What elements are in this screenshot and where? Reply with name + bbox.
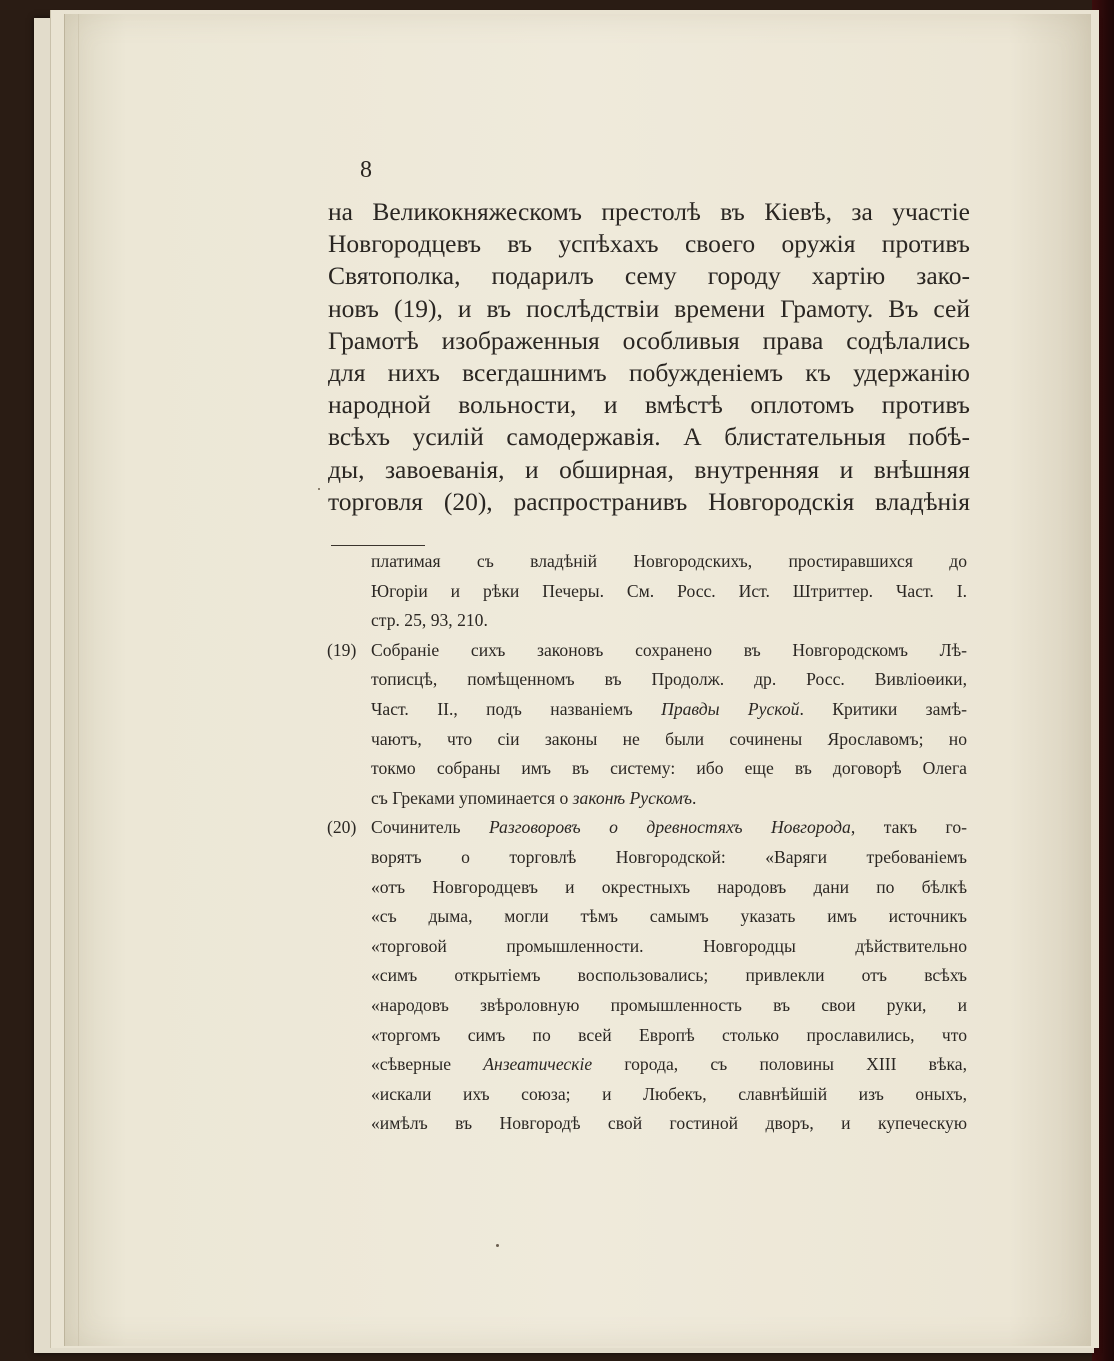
footnote-text: Югоріи и рѣки Печеры. См. Росс. Ист. Штриттер. Част. I. [371, 580, 967, 601]
main-text-block [328, 196, 970, 518]
footnote-text: . Критики замѣ- [799, 698, 967, 719]
footnote-20-line [327, 1109, 967, 1139]
footnote-rule [331, 545, 425, 546]
footnote-line [327, 577, 967, 607]
italic-term: Анзеатическіе [483, 1054, 593, 1075]
main-text-line: Грамотѣ изображенныя особливыя права содѣлались [328, 325, 970, 355]
footnote-20-line [327, 1080, 967, 1110]
footnote-19-line [327, 636, 967, 666]
footnote-text: «имѣлъ въ Новгородѣ свой гостиной дворъ, и купеческую [371, 1113, 967, 1134]
footnote-text: тописцѣ, помѣщенномъ въ Продолж. др. Росс. Вивліоѳики, [371, 669, 967, 690]
footnote-19-line [327, 725, 967, 755]
footnote-19-line [327, 695, 967, 725]
footnote-text: «симъ открытіемъ воспользовались; привлекли отъ всѣхъ [371, 965, 967, 986]
italic-term: законѣ Рускомъ [572, 787, 692, 808]
footnote-text: «торговой промышленности. Новгородцы дѣйствительно [371, 935, 967, 956]
page-number: 8 [360, 157, 372, 183]
footnote-text: Сочинитель [371, 817, 489, 838]
main-text-line: всѣхъ усилій самодержавія. А блистательныя побѣ- [328, 422, 970, 452]
footnote-20-line [327, 843, 967, 873]
main-text-line: торговля (20), распространивъ Новгородскія владѣнія [328, 486, 970, 516]
page-fold-line [78, 14, 79, 1346]
footnote-text: платимая съ владѣній Новгородскихъ, простиравшихся до [371, 551, 967, 571]
footnote-text: , такъ го- [850, 817, 967, 838]
footnote-19-line [327, 665, 967, 695]
footnote-19-line [327, 784, 967, 814]
footnote-20-line [327, 902, 967, 932]
footnote-text: «отъ Новгородцевъ и окрестныхъ народовъ дани по бѣлкѣ [371, 876, 967, 897]
footnote-20-line [327, 873, 967, 903]
footnote-text: «съ дыма, могли тѣмъ самымъ указать имъ источникъ [371, 906, 967, 927]
main-text-line: ды, завоеванія, и обширная, внутренняя и внѣшняя [328, 454, 970, 484]
footnote-text: . [691, 787, 697, 808]
footnote-text: «народовъ звѣроловную промышленность въ свои руки, и [371, 994, 967, 1015]
main-text-line: для нихъ всегдашнимъ побужденіемъ къ удержанію [328, 357, 970, 387]
footnote-text: токмо собраны имъ въ систему: ибо еще въ договорѣ Олега [371, 758, 967, 779]
footnote-text: ворятъ о торговлѣ Новгородской: «Варяги требованіемъ [371, 846, 967, 867]
italic-title: Разговоровъ о древностяхъ Новгорода [488, 817, 851, 838]
footnote-text: «искали ихъ союза; и Любекъ, славнѣйшій изъ оныхъ, [371, 1083, 967, 1104]
footnote-20-line [327, 932, 967, 962]
footnote-marker-19: (19) [327, 639, 357, 660]
footnote-20-line [327, 961, 967, 991]
footnote-text: «торгомъ симъ по всей Европѣ столько прославились, что [371, 1024, 967, 1045]
footnote-text: Собраніе сихъ законовъ сохранено въ Новгородскомъ Лѣ- [371, 639, 967, 660]
footnote-line [327, 547, 967, 577]
italic-title: Правды Руской [661, 698, 800, 719]
footnote-20-line [327, 813, 967, 843]
main-text-line: Новгородцевъ въ успѣхахъ своего оружія противъ [328, 229, 970, 259]
footnote-text: Част. II., подъ названіемъ [371, 698, 662, 719]
footnote-20-line [327, 1050, 967, 1080]
paper-speck [318, 488, 320, 490]
main-text-line: новъ (19), и въ послѣдствіи времени Грамоту. Въ сей [328, 293, 970, 323]
footnote-marker-20: (20) [327, 817, 357, 838]
footnote-text: города, съ половины XIII вѣка, [592, 1054, 967, 1075]
main-text-line: народной вольности, и вмѣстѣ оплотомъ противъ [328, 390, 970, 420]
footnote-20-line [327, 1021, 967, 1051]
footnote-20-line [327, 991, 967, 1021]
footnotes-block [327, 547, 967, 1139]
main-text-line: на Великокняжескомъ престолѣ въ Кіевѣ, за участіе [328, 197, 970, 226]
footnote-line [327, 606, 967, 636]
footnote-text: чаютъ, что сіи законы не были сочинены Ярославомъ; но [371, 728, 967, 749]
footnote-text: стр. 25, 93, 210. [371, 610, 488, 631]
footnote-19-line [327, 754, 967, 784]
paper-speck [496, 1244, 499, 1247]
main-text-line: Святополка, подарилъ сему городу хартію зако- [328, 261, 970, 291]
footnote-text: съ Греками упоминается о [371, 787, 573, 808]
footnote-text: «сѣверные [371, 1054, 484, 1075]
